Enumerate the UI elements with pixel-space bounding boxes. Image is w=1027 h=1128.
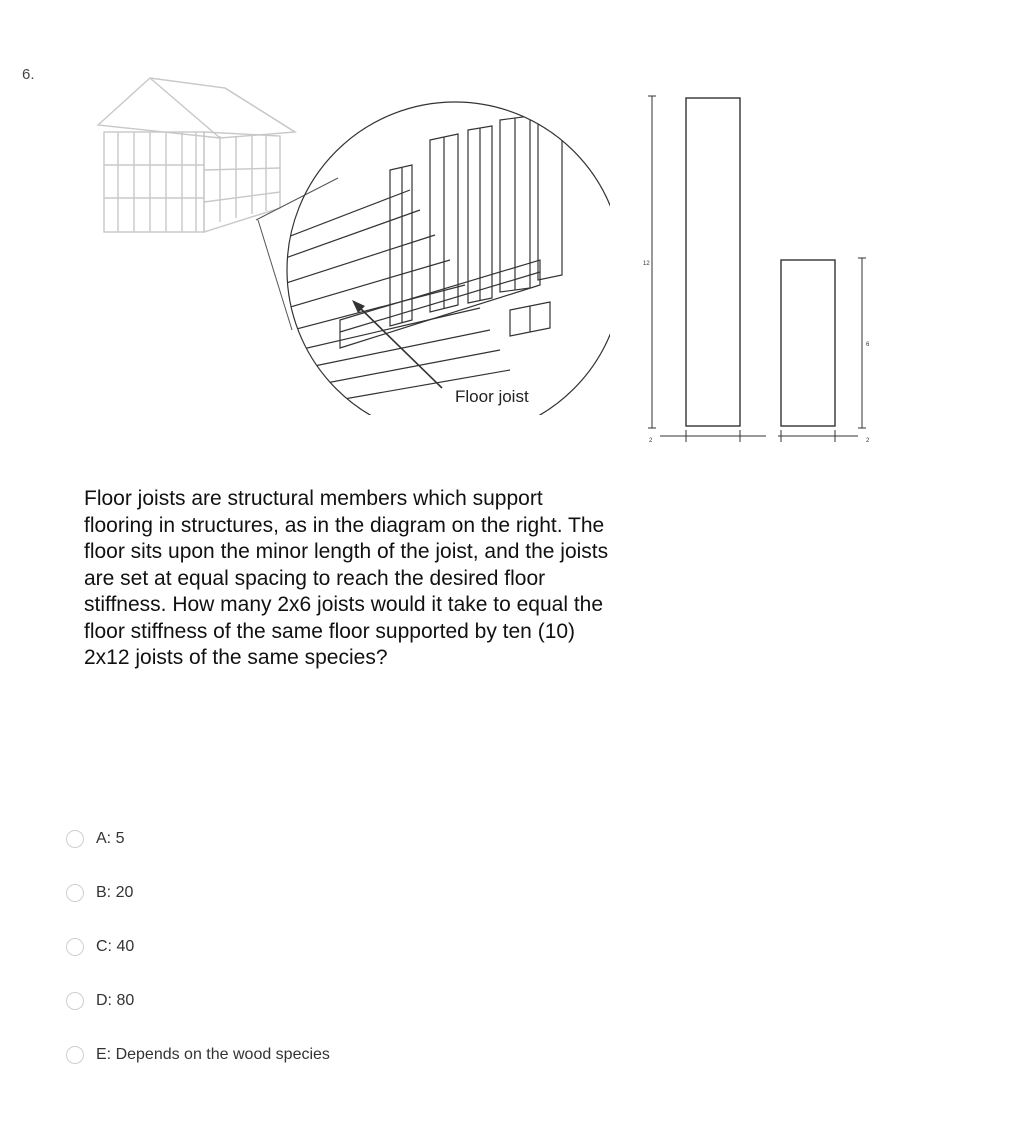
joist-dimensions-diagram [640,90,880,445]
radio-button[interactable] [66,1046,84,1064]
floor-joist-label: Floor joist [455,387,529,406]
option-label: B: 20 [96,883,134,901]
board-12-width-label: 2 [649,438,653,444]
option-c[interactable] [62,933,330,960]
option-d[interactable] [62,987,330,1014]
radio-button[interactable] [66,884,84,902]
floor-joist-illustration [90,70,610,415]
option-label: A: 5 [96,829,125,847]
answer-options [62,825,330,1095]
radio-button[interactable] [66,938,84,956]
board-2x6 [781,260,835,426]
question-prompt: Floor joists are structural members which support flooring in structures, as in the diagram on the right. The floor sits upon the minor length of the joist, and the joists are set at equal spacing to reach the desired floor stiffness. How many 2x6 joists would it take to equal the floor stiffness of the same floor supported by ten (10) 2x12 joists of the same species? [84,487,609,669]
board-6-width-label: 2 [866,438,870,444]
option-a[interactable] [62,825,330,852]
board-2x12 [686,98,740,426]
option-label: D: 80 [96,991,135,1009]
option-e[interactable] [62,1041,330,1068]
question-number: 6. [22,66,35,83]
radio-button[interactable] [66,830,84,848]
shed-drawing [98,78,295,232]
board-12-height-label: 12 [643,261,650,267]
board-6-height-label: 6 [866,342,870,348]
option-b[interactable] [62,879,330,906]
option-label: C: 40 [96,937,135,955]
magnified-detail [280,106,562,405]
option-label: E: Depends on the wood species [96,1045,330,1063]
radio-button[interactable] [66,992,84,1010]
